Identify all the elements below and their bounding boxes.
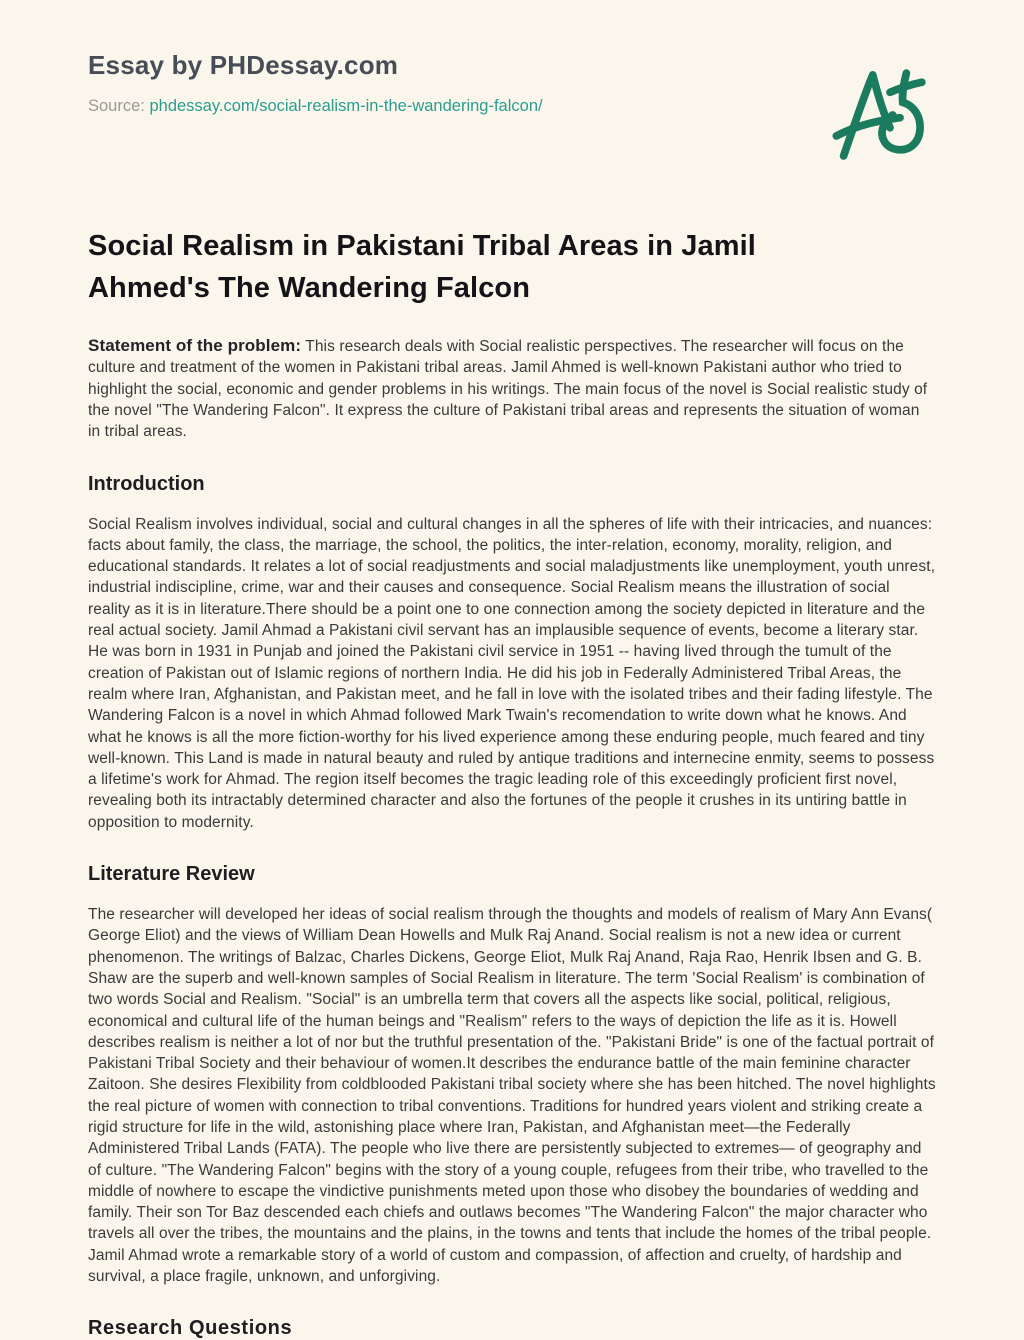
site-title: Essay by PHDessay.com [88, 50, 399, 80]
section-body-literature-review: The researcher will developed her ideas of social realism through the thoughts and models of realism of Mary Ann Evans( George Eliot) and the views of William Dean Howells and Mulk Raj Anand. Social realism is not a new idea or current phenomenon. The writings of Balzac, Charles Dickens, George Eliot, Mulk Raj Anand, Raja Rao, Henrik Ibsen and G. B. Shaw are the superb and well-known samples of Social Realism in literature. The term 'Social Realism' is combination of two words Social and Realism. "Social" is an umbrella term that covers all the aspects like social, political, religious, economical and cultural life of the human beings and "Realism" refers to the ways of depiction the life as it is. Howell describes realism is neither a lot of nor but the truthful presentation of the. "Pakistani Bride" is one of the factual portrait of Pakistani Tribal Society and their behaviour of women.It describes the endurance battle of the main feminine character Zaitoon. She desires Flexibility from coldblooded Pakistani tribal society where she has been hitched. The novel highlights the real picture of women with connection to tribal conventions. Traditions for hundred years violent and striking create a rigid structure for life in the wild, astonishing place where Iran, Pakistan, and Afghanistan meet—the Federally Administered Tribal Lands (FATA). The people who live there are persistently subjected to extremes— of geography and of culture. "The Wandering Falcon" begins with the story of a young couple, refugees from their tribe, who travelled to the middle of nowhere to escape the vindictive punishments meted upon those who disobey the boundaries of wedding and family. Their son Tor Baz descended each chiefs and outlaws becomes "The Wandering Falcon" the major character who travels all over the tribes, the mountains and the plains, in the towns and tents that include the homes of the tribal people. Jamil Ahmad wrote a remarkable story of a world of custom and compassion, of affection and cruelty, of hardship and survival, a place fragile, unknown, and unforgiving. [88, 906, 936, 1286]
aplus-logo-icon [830, 62, 930, 173]
section-introduction [88, 473, 936, 833]
section-heading-introduction: Introduction [88, 472, 205, 495]
source-line [88, 97, 543, 116]
section-heading-literature-review: Literature Review [88, 863, 255, 886]
section-heading-research-questions: Research Questions [88, 1317, 293, 1340]
section-literature-review [88, 863, 936, 1287]
source-link[interactable]: phdessay.com/social-realism-in-the-wandering-falcon/ [149, 97, 543, 115]
statement-paragraph [88, 335, 936, 442]
section-research-questions [88, 1317, 936, 1340]
header-text-block [88, 50, 543, 116]
essay-title: Social Realism in Pakistani Tribal Areas in Jamil Ahmed's The Wandering Falcon [88, 230, 756, 305]
statement-text: This research deals with Social realistic perspectives. The researcher will focus on the culture and treatment of the women in Pakistani tribal areas. Jamil Ahmed is well-known Pakistani author who tried to highlight the social, economic and gender problems in his writings. The main focus of the novel is Social realistic study of the novel "The Wandering Falcon". It express the culture of Pakistani tribal areas and represents the situation of woman in tribal areas. [88, 338, 928, 441]
page-header [88, 50, 936, 173]
statement-label: Statement of the problem: [88, 336, 302, 356]
section-body-introduction: Social Realism involves individual, social and cultural changes in all the spheres of life with their intricacies, and nuances: facts about family, the class, the marriage, the school, the politics, the inter-relation, economy, morality, religion, and educational standards. It relates a lot of social readjustments and social maladjustments like unemployment, youth unrest, industrial indiscipline, crime, war and their causes and consequence. Social Realism means the illustration of social reality as it is in literature.There should be a point one to one connection among the society depicted in literature and the real actual society. Jamil Ahmad a Pakistani civil servant has an implausible sequence of events, become a literary star. He was born in 1931 in Punjab and joined the Pakistani civil service in 1951 -- having lived through the tumult of the creation of Pakistan out of Islamic regions of northern India. He did his job in Federally Administered Tribal Areas, the realm where Iran, Afghanistan, and Pakistan meet, and he fall in love with the isolated tribes and their fading lifestyle. The Wandering Falcon is a novel in which Ahmad followed Mark Twain's recomendation to write down what he knows. And what he knows is all the more fiction-worthy for his lived experience among these enduring people, much feared and tiny well-known. This Land is made in natural beauty and ruled by antique traditions and internecine enmity, seems to possess a lifetime's work for Ahmad. The region itself becomes the tragic leading role of this exceedingly proficient first novel, revealing both its intractably determined character and also the fortunes of the people it crushes in its untiring battle in opposition to modernity. [88, 515, 936, 831]
source-label: Source: [88, 97, 145, 115]
